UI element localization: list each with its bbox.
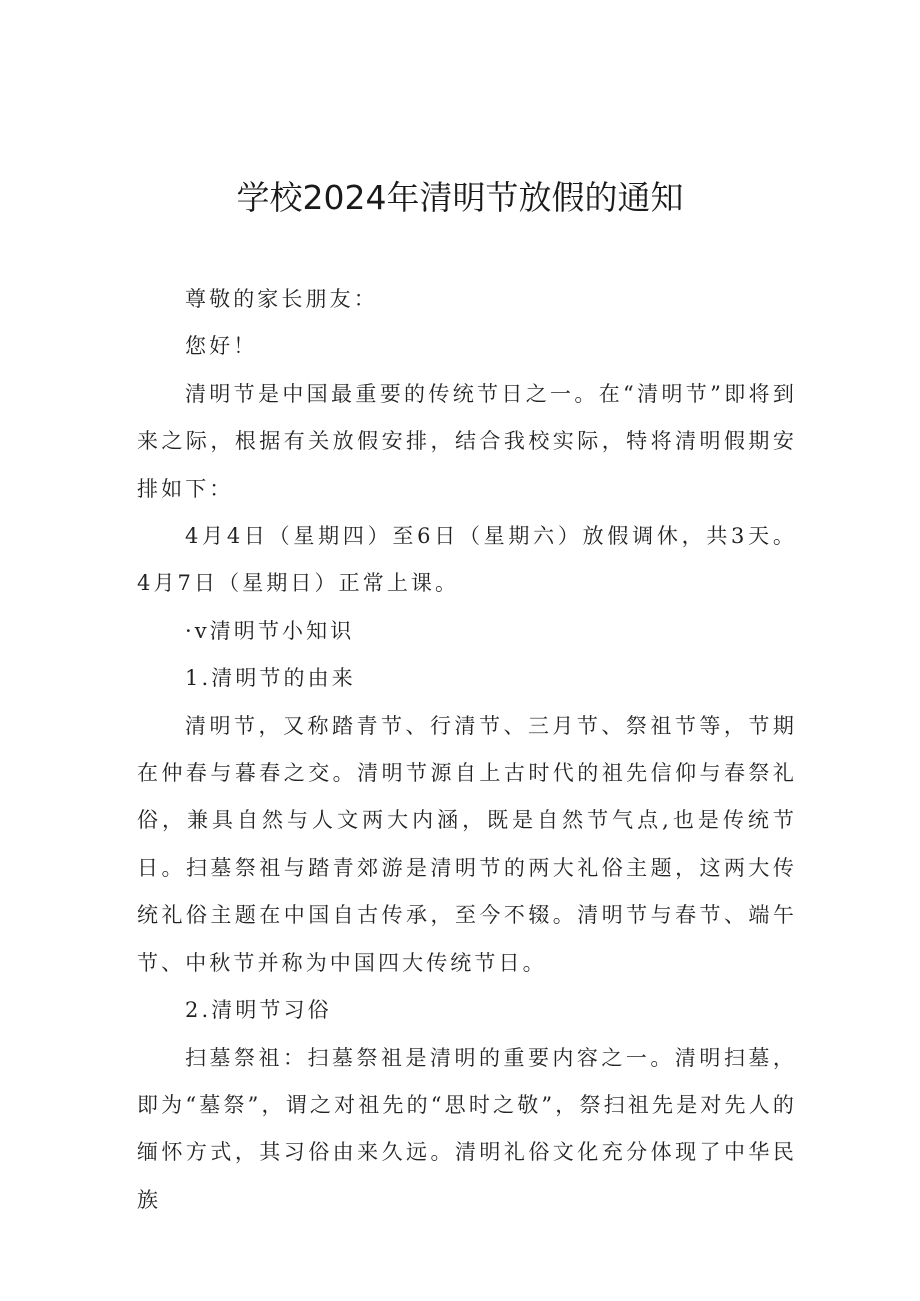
section1-paragraph: 清明节，又称踏青节、行清节、三月节、祭祖节等，节期在仲春与暮春之交。清明节源自上古时代的祖先信仰与春祭礼俗，兼具自然与人文两大内涵，既是自然节气点,也是传统节日。扫墓祭祖与踏青郊游是清明节的两大礼俗主题，这两大传统礼俗主题在中国自古传承，至今不辍。清明节与春节、端午节、中秋节并称为中国四大传统节日。 bbox=[137, 713, 797, 975]
greeting: 尊敬的家长朋友： bbox=[185, 287, 378, 311]
knowledge-heading: ·v清明节小知识 bbox=[185, 618, 355, 643]
intro-paragraph: 清明节是中国最重要的传统节日之一。在“清明节”即将到来之际，根据有关放假安排，结合我校实际，特将清明假期安排如下： bbox=[137, 381, 797, 501]
section2-heading: 2.清明节习俗 bbox=[185, 998, 332, 1023]
document-title: 学校2024年清明节放假的通知 bbox=[236, 178, 684, 217]
section1-heading: 1.清明节的由来 bbox=[185, 666, 356, 691]
hello: 您好！ bbox=[185, 334, 258, 359]
document-body bbox=[137, 276, 797, 1224]
section2-paragraph: 扫墓祭祖：扫墓祭祖是清明的重要内容之一。清明扫墓，即为“墓祭”，谓之对祖先的“思时之敬”，祭扫祖先是对先人的缅怀方式，其习俗由来久远。清明礼俗文化充分体现了中华民族 bbox=[137, 1045, 797, 1212]
schedule-paragraph: 4月4日（星期四）至6日（星期六）放假调休，共3天。4月7日（星期日）正常上课。 bbox=[137, 524, 797, 596]
